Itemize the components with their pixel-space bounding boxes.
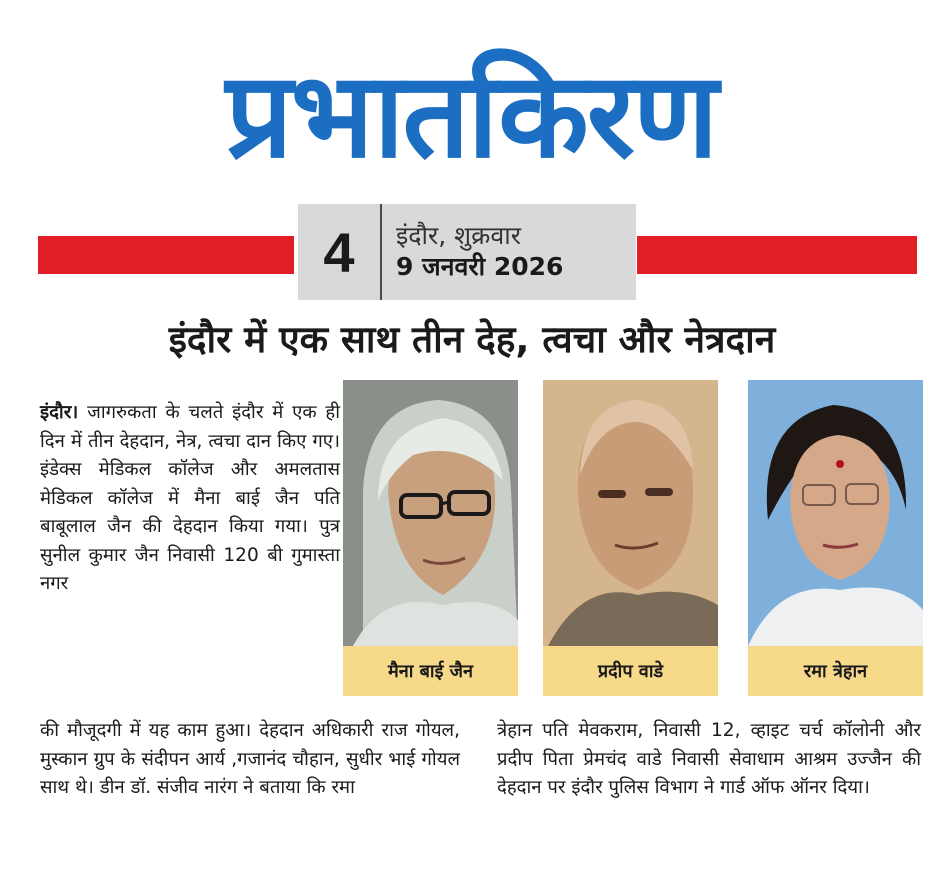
dateline-box	[298, 204, 636, 300]
photo-card-pradeep-wade	[543, 380, 718, 696]
article-dateline: इंदौर।	[40, 402, 79, 423]
photo-caption-3: रमा त्रेहान	[803, 661, 868, 682]
article-col1-text: जागरुकता के चलते इंदौर में एक ही दिन में तीन देहदान, नेत्र, त्वचा दान किए गए। इंडेक्स मेडिकल कॉलेज और अमलतास मेडिकल कॉलेज में मैना बाई जैन पति बाबूलाल जैन की देहदान किया गया। पुत्र सुनील कुमार जैन निवासी 120 बी गुमास्ता नगर	[40, 402, 340, 594]
masthead-logo	[96, 40, 846, 190]
article-headline: इंदौर में एक साथ तीन देह, त्वचा और नेत्रदान	[168, 318, 776, 361]
portrait-woman	[748, 380, 923, 646]
photo-pradeep-wade	[543, 380, 718, 646]
photo-rama-trehan	[748, 380, 923, 646]
article-column-1	[40, 399, 340, 599]
portrait-elderly-man	[543, 380, 718, 646]
red-rule-right	[637, 236, 917, 274]
photo-caption-2: प्रदीप वाडे	[597, 661, 664, 682]
date-place: इंदौर, शुक्रवार	[396, 221, 521, 251]
date-text: 9 जनवरी 2026	[396, 252, 564, 282]
page-number: 4	[298, 204, 382, 300]
date-block	[382, 204, 636, 300]
article-column-3: त्रेहान पति मेवकराम, निवासी 12, व्हाइट चर्च कॉलोनी और प्रदीप पिता प्रेमचंद वाडे निवासी सेवाधाम आश्रम उज्जैन की देहदान पर इंदौर पुलिस विभाग ने गार्ड ऑफ ऑनर दिया।	[497, 720, 921, 798]
photo-maina-bai-jain	[343, 380, 518, 646]
photo-card-rama-trehan	[748, 380, 923, 696]
masthead-name: प्रभातकिरण	[225, 46, 717, 184]
red-rule-left	[38, 236, 294, 274]
portrait-elderly-woman	[343, 380, 518, 646]
photo-caption-1: मैना बाई जैन	[387, 661, 474, 682]
article-column-2: की मौजूदगी में यह काम हुआ। देहदान अधिकारी राज गोयल, मुस्कान ग्रुप के संदीपन आर्य ,गजानंद चौहान, सुधीर भाई गोयल साथ थे। डीन डॉ. संजीव नारंग ने बताया कि रमा	[40, 720, 460, 798]
photo-card-maina-bai-jain	[343, 380, 518, 696]
